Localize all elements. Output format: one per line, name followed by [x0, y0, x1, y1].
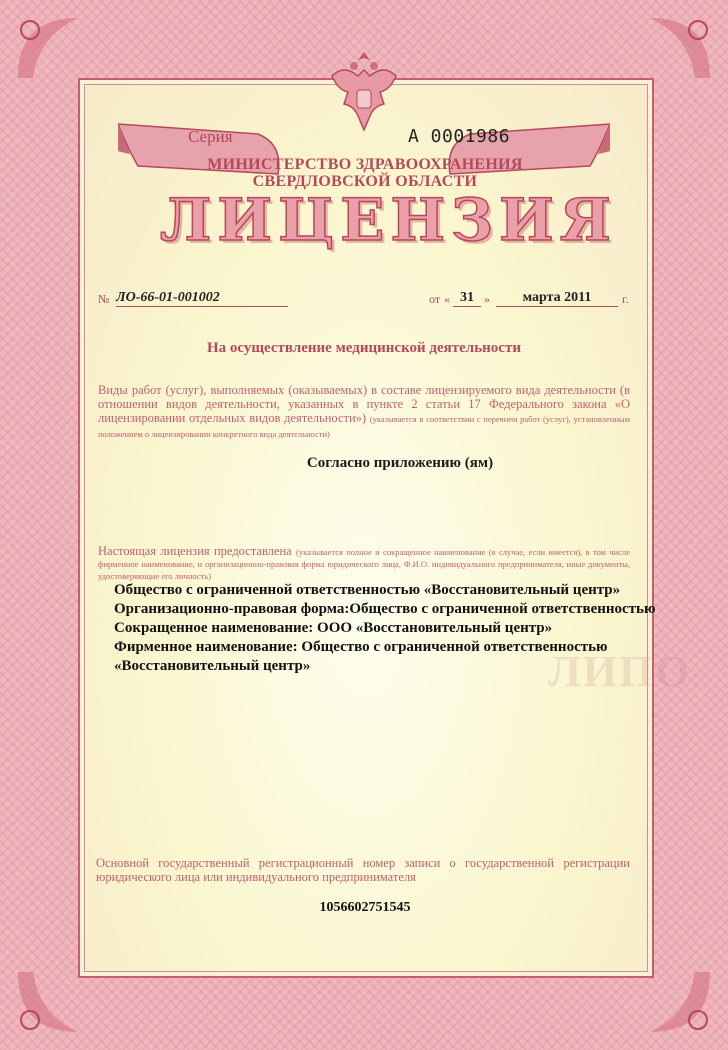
issuer-line-1: МИНИСТЕРСТВО ЗДРАВООХРАНЕНИЯ [207, 156, 523, 173]
org-brand-name: Фирменное наименование: Общество с ограниченной ответственностью [114, 639, 608, 655]
works-value: Согласно приложению (ям) [306, 455, 494, 471]
year-suffix: г. [622, 292, 629, 306]
issue-day: 31 [453, 290, 481, 307]
number-prefix: № [98, 292, 110, 306]
license-number: ЛО-66-01-001002 [116, 290, 288, 307]
issuer-name [180, 156, 550, 190]
granted-to-section [98, 546, 630, 582]
document-title: ЛИЦЕНЗИЯ [160, 186, 617, 254]
series-label: Серия [188, 127, 233, 146]
org-short-name: Сокращенное наименование: ООО «Восстановительный центр» [114, 620, 553, 636]
works-description [98, 383, 630, 441]
license-number-row [98, 290, 630, 312]
corner-ornament-top-right [640, 8, 720, 88]
date-close-quote: » [484, 292, 490, 306]
organization-details [114, 581, 674, 676]
coat-of-arms-emblem [324, 46, 404, 138]
granted-note: (указывается полное и сокращенное наименование (в случае, если имеется), в том числе фирменное наименование, и организационно-правовая форма юридического лица, Ф.И.О. индивидуального предпринимателя, иные документы, удостоверяющие его личность) [98, 547, 630, 581]
org-legal-form: Организационно-правовая форма:Общество с ограниченной ответственностью [114, 601, 656, 617]
issue-month-year: марта 2011 [496, 290, 618, 307]
org-full-name: Общество с ограниченной ответственностью «Восстановительный центр» [114, 582, 621, 598]
registration-label: Основной государственный регистрационный номер записи о государственной регистрации юридического лица или индивидуального предпринимателя [96, 856, 630, 884]
corner-ornament-top-left [8, 8, 88, 88]
watermark-ghost: ЛИПО [548, 647, 692, 696]
works-description-note: (указывается в соответствии с перечнем работ (услуг), установленным положением о лицензировании конкретного вида деятельности) [98, 414, 631, 439]
date-prefix: от [429, 292, 441, 306]
issuer-line-2: СВЕРДЛОВСКОЙ ОБЛАСТИ [252, 173, 478, 190]
licensed-activity: На осуществление медицинской деятельности [207, 340, 521, 356]
registration-number: 1056602751545 [319, 900, 411, 915]
corner-ornament-bottom-left [8, 962, 88, 1042]
series-number: А 0001986 [408, 126, 511, 147]
works-description-text: Виды работ (услуг), выполняемых (оказываемых) в составе лицензируемого вида деятельности (в отношении видов деятельности, указанных в пункте 2 статьи 17 Федерального закона «О лицензировании отдельных видов деятельности») [98, 383, 630, 425]
granted-label: Настоящая лицензия предоставлена [98, 544, 292, 558]
org-brand-name-continued: «Восстановительный центр» [114, 658, 311, 674]
date-open-quote: « [444, 292, 450, 306]
